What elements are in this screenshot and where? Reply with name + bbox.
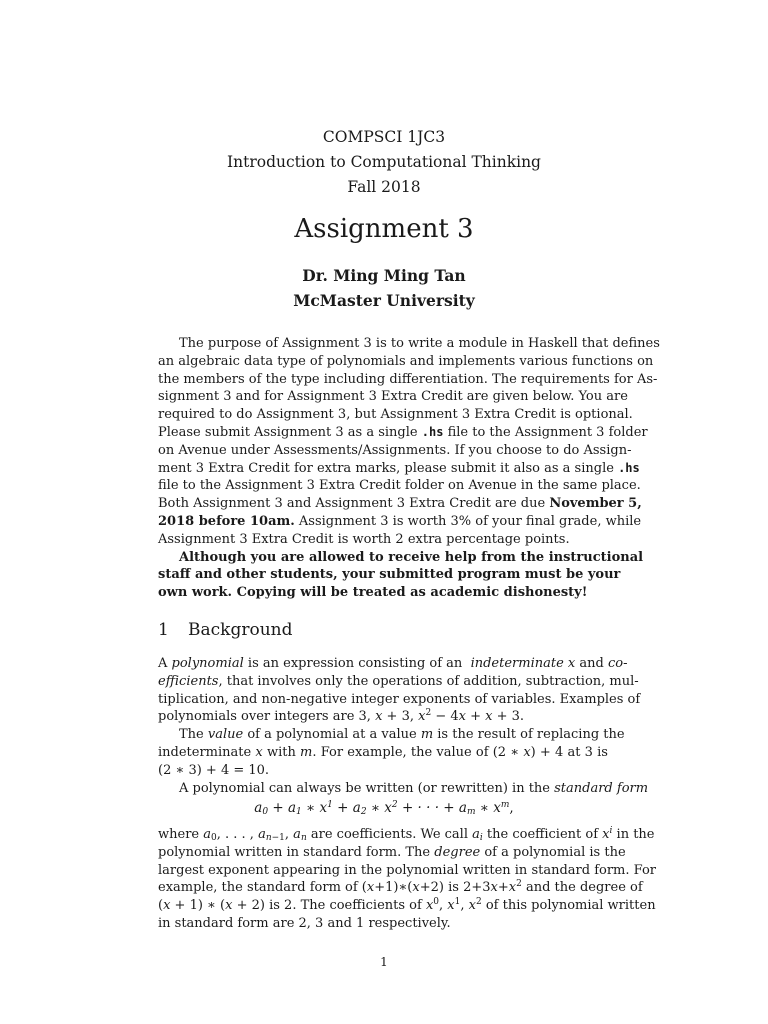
due-time: 2018 before 10am. bbox=[158, 513, 295, 529]
abstract-line: Assignment 3 Extra Credit is worth 2 extra percentage points. bbox=[158, 531, 570, 547]
institution: McMaster University bbox=[293, 291, 475, 310]
abstract-line: 2018 before 10am. Assignment 3 is worth 3% of your final grade, while bbox=[158, 513, 642, 529]
abstract-line: ment 3 Extra Credit for extra marks, please submit it also as a single .hs bbox=[158, 460, 640, 476]
warning-line: own work. Copying will be treated as academic dishonesty! bbox=[158, 585, 588, 601]
abstract-line: on Avenue under Assessments/Assignments. If you choose to do Assign- bbox=[158, 442, 632, 458]
abstract-line: required to do Assignment 3, but Assignment 3 Extra Credit is optional. bbox=[158, 407, 633, 423]
abstract-line: Please submit Assignment 3 as a single .hs file to the Assignment 3 folder bbox=[158, 424, 648, 440]
warning-line: Although you are allowed to receive help from the instructional bbox=[179, 549, 644, 565]
abstract-line: the members of the type including differentiation. The requirements for As- bbox=[158, 371, 658, 387]
warning-line: staff and other students, your submitted program must be your bbox=[158, 567, 621, 583]
abstract-line: The purpose of Assignment 3 is to write a module in Haskell that defines bbox=[179, 336, 660, 351]
author-name: Dr. Ming Ming Tan bbox=[302, 266, 466, 285]
definitions-paragraph: where $a_0$, . . . , $a_{n-1}$, $a_n$ are coefficients. We call $a_i$ the coefficient of $x^i$ in the polynomial written in standard form. The degree of a polynomial is the largest exponent appearing in the polynomial written in standard form. For example, the standard form of (x+1)∗(x+2) is $2+3x+x^2$ and the degree of (x + 1) ∗ (x + 2) is 2. The coefficients of $x^0$, $x^1$, $x^2$ of this polynomial written in standard form are 2, 3 and 1 respectively. bbox=[158, 826, 656, 931]
page-number: 1 bbox=[380, 955, 388, 969]
course-name: Introduction to Computational Thinking bbox=[227, 153, 541, 171]
abstract-line: signment 3 and for Assignment 3 Extra Credit are given below. You are bbox=[158, 389, 628, 405]
background-paragraphs: A polynomial is an expression consisting of an indeterminate x and co- efficients, that involves only the operations of addition, subtraction, mul- tiplication, and non-negative integer exponents of variables. Examples of polynomials over integers are 3, x + 3, $x^2 - 4x + x + 3$. The value of a polynomial at a value m is the result of replacing the indeterminate x with m. For example, the value of (2 ∗ x) + 4 at 3 is (2 ∗ 3) + 4 = 10. A polynomial can always be written (or rewritten) in the standard form bbox=[158, 656, 649, 796]
course-code: COMPSCI 1JC3 bbox=[322, 128, 446, 146]
due-date: November 5, bbox=[549, 496, 642, 512]
abstract-line: file to the Assignment 3 Extra Credit folder on Avenue in the same place. bbox=[158, 478, 641, 494]
section-heading bbox=[158, 620, 292, 640]
abstract bbox=[158, 335, 660, 602]
section-number: 1 bbox=[158, 620, 169, 640]
standard-form-equation: $a_0 + a_1$ ∗ $x^1 + a_2$ ∗ $x^2$ + · · · + $a_m$ ∗ $x^m$, bbox=[254, 800, 514, 817]
abstract-line: an algebraic data type of polynomials and implements various functions on bbox=[158, 353, 654, 369]
file-extension: .hs bbox=[421, 424, 444, 439]
page-title: Assignment 3 bbox=[294, 214, 474, 244]
abstract-line: Both Assignment 3 and Assignment 3 Extra Credit are due November 5, bbox=[158, 496, 642, 512]
section-title: Background bbox=[188, 620, 293, 640]
term: Fall 2018 bbox=[347, 178, 421, 196]
file-extension: .hs bbox=[618, 460, 640, 475]
